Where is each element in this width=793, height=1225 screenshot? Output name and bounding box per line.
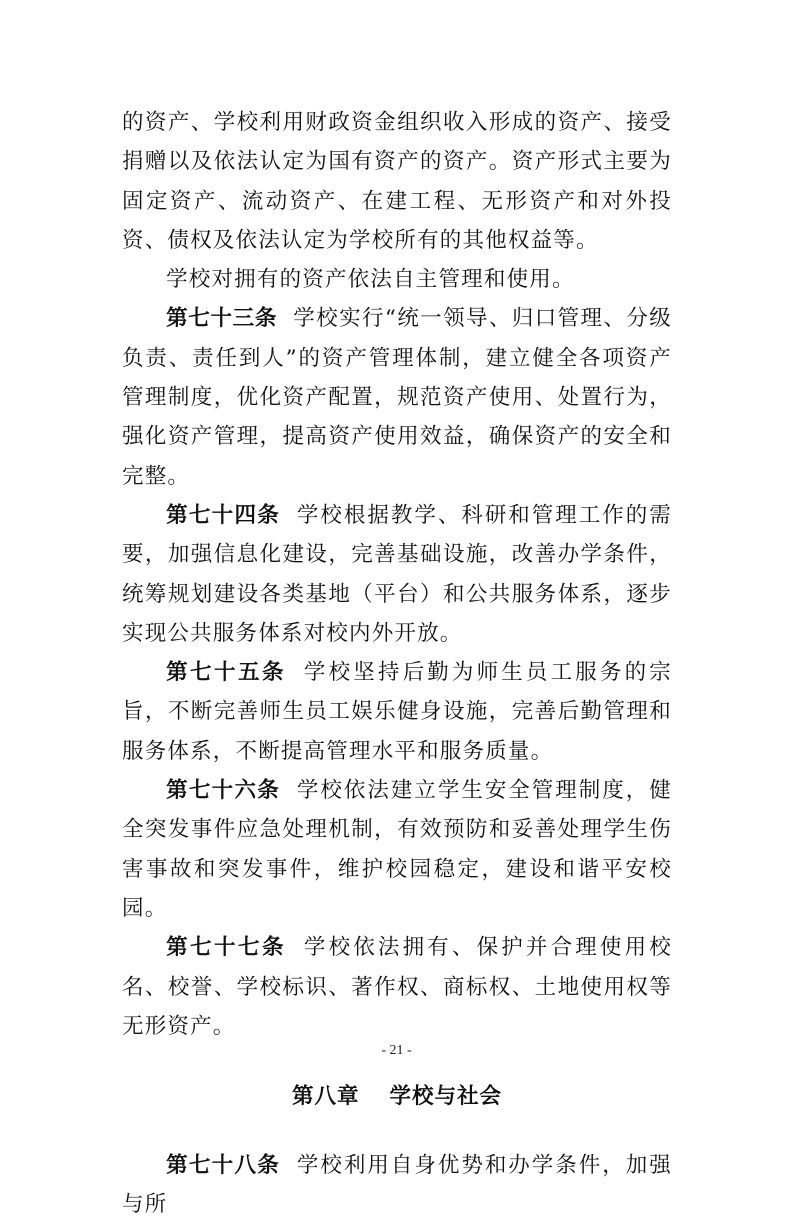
article-73 — [122, 299, 672, 495]
paragraph-continuation — [122, 103, 672, 260]
article-78 — [122, 1146, 672, 1225]
article-75 — [122, 653, 672, 771]
article-text: 学校利用自身优势和办学条件，加强与所 — [122, 1153, 672, 1218]
article-text: 学校依法拥有、保护并合理使用校名、校誉、学校标识、著作权、商标权、土地使用权等无形资产。 — [122, 935, 672, 1039]
article-number: 第七十三条 — [166, 306, 278, 332]
paragraph-text: 的资产、学校利用财政资金组织收入形成的资产、接受捐赠以及依法认定为国有资产的资产。资产形式主要为固定资产、流动资产、在建工程、无形资产和对外投资、债权及依法认定为学校所有的其他权益等。 — [122, 110, 672, 253]
article-76 — [122, 771, 672, 928]
paragraph-text: 学校对拥有的资产依法自主管理和使用。 — [166, 267, 575, 293]
article-number: 第七十六条 — [166, 778, 281, 804]
article-77 — [122, 928, 672, 1046]
article-74 — [122, 496, 672, 653]
chapter-number: 第八章 — [291, 1084, 360, 1110]
article-number: 第七十八条 — [166, 1153, 281, 1179]
article-text: 学校依法建立学生安全管理制度，健全突发事件应急处理机制，有效预防和妥善处理学生伤害事故和突发事件，维护校园稳定，建设和谐平安校园。 — [122, 778, 672, 921]
page-number: - 21 - — [381, 1043, 412, 1058]
article-number: 第七十五条 — [166, 660, 286, 686]
article-text: 学校坚持后勤为师生员工服务的宗旨，不断完善师生员工娱乐健身设施，完善后勤管理和服务体系，不断提高管理水平和服务质量。 — [122, 660, 672, 764]
article-text: 学校实行“统一领导、归口管理、分级负责、责任到人”的资产管理体制，建立健全各项资产管理制度，优化资产配置，规范资产使用、处置行为，强化资产管理，提高资产使用效益，确保资产的安全和完整。 — [122, 306, 672, 489]
paragraph-assets-management — [122, 260, 672, 299]
chapter-heading — [122, 1077, 672, 1117]
article-number: 第七十四条 — [166, 502, 281, 528]
chapter-title: 学校与社会 — [389, 1084, 503, 1110]
article-text: 学校根据教学、科研和管理工作的需要，加强信息化建设，完善基础设施，改善办学条件，统筹规划建设各类基地（平台）和公共服务体系，逐步实现公共服务体系对校内外开放。 — [122, 502, 672, 646]
article-number: 第七十七条 — [166, 935, 286, 961]
